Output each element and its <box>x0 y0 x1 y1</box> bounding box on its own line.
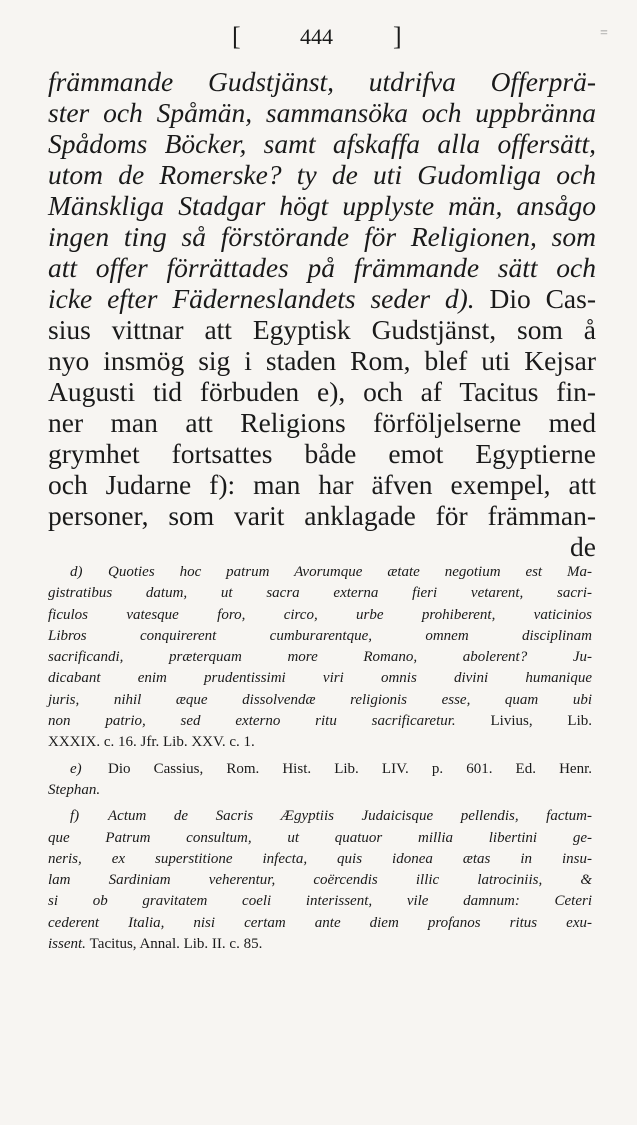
footnote-line <box>48 711 592 732</box>
text-line: ster och Spåmän, sammansöka och uppbränna <box>48 97 596 128</box>
text-line-roman-part: Dio Cas- <box>489 283 596 314</box>
text-line: och Judarne f): man har äfven exempel, att <box>48 469 596 500</box>
footnote-citation: Livius, Lib. <box>490 713 592 730</box>
main-text <box>48 66 596 562</box>
text-line: Mänskliga Stadgar högt upplyste män, ansågo <box>48 190 596 221</box>
footnote-line: cederent Italia, nisi certam ante diem profanos ritus exu- <box>48 914 592 931</box>
footnote-citation: XXXIX. c. 16. Jfr. Lib. XXV. c. 1. <box>48 734 255 751</box>
footnotes <box>48 562 592 960</box>
footnote-line: Stephan. <box>48 781 101 798</box>
text-line: ner man att Religions förföljelserne med <box>48 407 596 438</box>
text-line <box>48 283 596 314</box>
footnote-line-text: Quoties hoc patrum Avorumque ætate negotium est Ma- <box>108 564 592 580</box>
footnote-citation: Tacitus, Annal. Lib. II. c. 85. <box>89 936 263 953</box>
text-line: att offer förrättades på främmande sätt och <box>48 252 596 283</box>
footnote-line: que Patrum consultum, ut quatuor millia libertini ge- <box>48 829 592 846</box>
footnote-line <box>48 806 592 827</box>
corner-mark: = <box>600 26 608 41</box>
page-number: 444 <box>300 24 333 49</box>
text-line: främmande Gudstjänst, utdrifva Offerprä- <box>48 66 596 97</box>
text-line: grymhet fortsattes både emot Egyptierne <box>48 438 596 469</box>
footnote-line-text: non patrio, sed externo ritu sacrificaretur. <box>48 713 456 730</box>
text-line: sius vittnar att Egyptisk Gudstjänst, som å <box>48 314 596 345</box>
text-line: Augusti tid förbuden e), och af Tacitus fin- <box>48 376 596 407</box>
footnote-label: f) <box>70 808 80 825</box>
header-bracket-left: [ <box>232 22 241 51</box>
footnote-line: dicabant enim prudentissimi viri omnis divini humanique <box>48 670 592 687</box>
footnote-line: gistratibus datum, ut sacra externa fieri vetarent, sacri- <box>48 585 592 602</box>
text-line: personer, som varit anklagade för främman- <box>48 500 596 531</box>
footnote-line: neris, ex superstitione infecta, quis idonea ætas in insu- <box>48 850 592 867</box>
footnote-line: lam Sardiniam veherentur, coërcendis illic latrociniis, & <box>48 872 592 889</box>
footnote-line: sacrificandi, præterquam more Romano, abolerent? Ju- <box>48 649 592 666</box>
text-line: ingen ting så förstörande för Religionen, som <box>48 221 596 252</box>
footnote-line: ficulos vatesque foro, circo, urbe prohiberent, vaticinios <box>48 606 592 623</box>
footnote-line <box>48 759 592 780</box>
footnote-d <box>48 562 592 754</box>
footnote-label: e) <box>70 760 82 777</box>
footnote-line <box>48 562 592 583</box>
footnote-line-text: Dio Cassius, Rom. Hist. Lib. LIV. p. 601. Ed. Henr. <box>108 760 592 777</box>
footnote-line-text: issent. <box>48 936 86 953</box>
header-bracket-right: ] <box>393 22 402 51</box>
footnote-line <box>48 934 592 955</box>
footnote-line: Libros conquirerent cumburarentque, omnem disciplinam <box>48 627 592 644</box>
footnote-e <box>48 759 592 802</box>
footnote-label: d) <box>70 564 83 580</box>
text-line-italic-part: icke efter Fäderneslandets seder d). <box>48 283 475 314</box>
footnote-f <box>48 806 592 955</box>
footnote-line: juris, nihil æque dissolvendæ religionis esse, quam ubi <box>48 691 592 708</box>
catchword: de <box>570 531 596 562</box>
footnote-line-text: Actum de Sacris Ægyptiis Judaicisque pellendis, factum- <box>108 808 592 825</box>
text-line: Spådoms Böcker, samt afskaffa alla offersätt, <box>48 128 596 159</box>
page-header <box>0 22 637 56</box>
text-line: utom de Romerske? ty de uti Gudomliga och <box>48 159 596 190</box>
text-line: nyo insmög sig i staden Rom, blef uti Kejsar <box>48 345 596 376</box>
footnote-line: si ob gravitatem coeli interissent, vile damnum: Ceteri <box>48 893 592 910</box>
